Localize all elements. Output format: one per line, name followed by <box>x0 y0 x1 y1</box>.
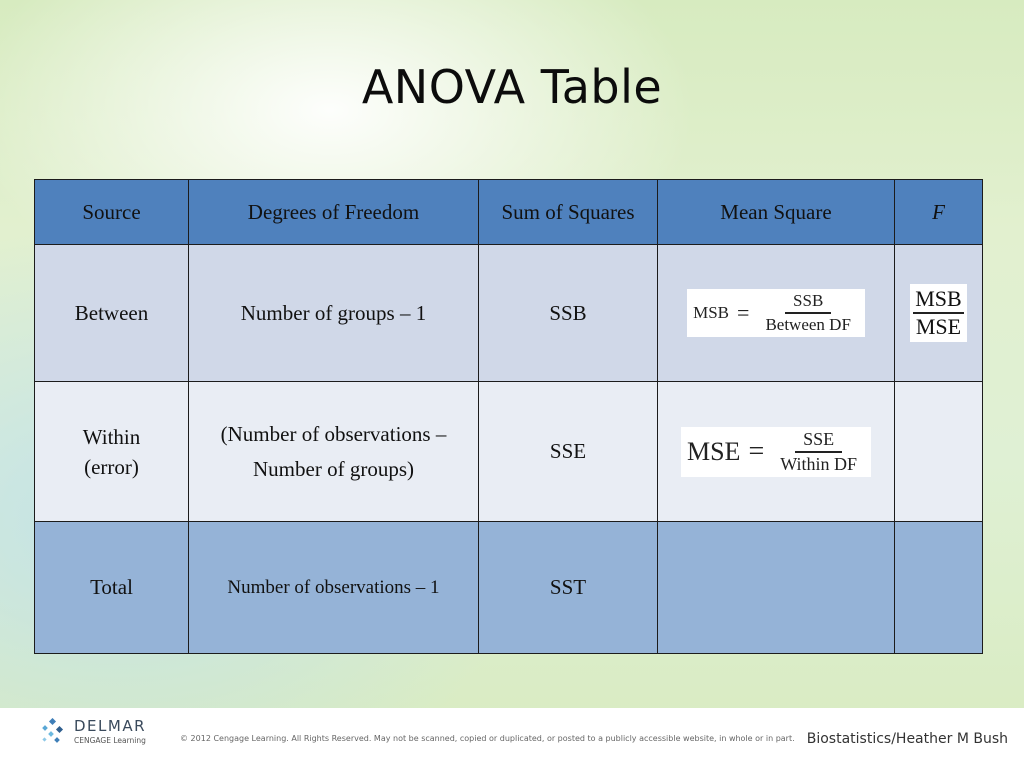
f-denominator: MSE <box>915 314 962 339</box>
table-header-row <box>35 180 983 245</box>
msb-formula <box>687 289 865 337</box>
msb-fraction <box>757 291 858 335</box>
cell-df-within <box>189 382 479 522</box>
header-source: Source <box>35 180 189 245</box>
logo-subtitle: CENGAGE Learning <box>74 736 146 746</box>
source-within-line1: Within <box>82 424 141 449</box>
msb-formula-lhs: MSB <box>693 303 730 322</box>
mse-formula-lhs: MSE <box>686 436 741 466</box>
mse-fraction <box>772 429 865 475</box>
header-mean-square: Mean Square <box>658 180 895 245</box>
header-degrees-of-freedom: Degrees of Freedom <box>189 180 479 245</box>
cell-ms-within <box>658 382 895 522</box>
cell-source-between: Between <box>35 245 189 382</box>
mse-formula <box>681 427 871 477</box>
msb-numerator: SSB <box>785 291 831 314</box>
cell-f-within <box>895 382 983 522</box>
mse-formula-equals: = <box>748 435 765 467</box>
slide-title: ANOVA Table <box>361 60 663 114</box>
cell-ms-between <box>658 245 895 382</box>
msb-formula-equals: = <box>737 300 750 325</box>
cell-source-within <box>35 382 189 522</box>
table-row-total <box>35 522 983 654</box>
mse-denominator: Within DF <box>780 453 858 474</box>
header-f: F <box>895 180 983 245</box>
copyright-notice: © 2012 Cengage Learning. All Rights Reserved. May not be scanned, copied or duplicated, or posted to a publicly accessible website, in whole or in part. <box>180 734 795 743</box>
table-row-within <box>35 382 983 522</box>
cell-ss-total: SST <box>479 522 658 654</box>
df-within-line1: (Number of observations – <box>220 421 447 446</box>
source-within-line2: (error) <box>84 454 139 479</box>
f-numerator: MSB <box>913 286 963 314</box>
cell-df-total: Number of observations – 1 <box>189 522 479 654</box>
df-within-line2: Number of groups) <box>253 456 414 481</box>
delmar-logo-icon <box>40 718 66 746</box>
slide-footer <box>0 708 1024 768</box>
logo-name: DELMAR <box>74 717 147 736</box>
table-row-between <box>35 245 983 382</box>
header-sum-of-squares: Sum of Squares <box>479 180 658 245</box>
cell-df-between: Number of groups – 1 <box>189 245 479 382</box>
f-ratio-formula <box>910 284 966 342</box>
msb-denominator: Between DF <box>765 315 851 334</box>
delmar-logo <box>40 718 146 746</box>
cell-f-total <box>895 522 983 654</box>
cell-source-total: Total <box>35 522 189 654</box>
cell-f-between <box>895 245 983 382</box>
author-credit: Biostatistics/Heather M Bush <box>806 731 1008 747</box>
mse-numerator: SSE <box>795 429 842 453</box>
anova-table <box>34 179 983 654</box>
cell-ms-total <box>658 522 895 654</box>
cell-ss-within: SSE <box>479 382 658 522</box>
cell-ss-between: SSB <box>479 245 658 382</box>
